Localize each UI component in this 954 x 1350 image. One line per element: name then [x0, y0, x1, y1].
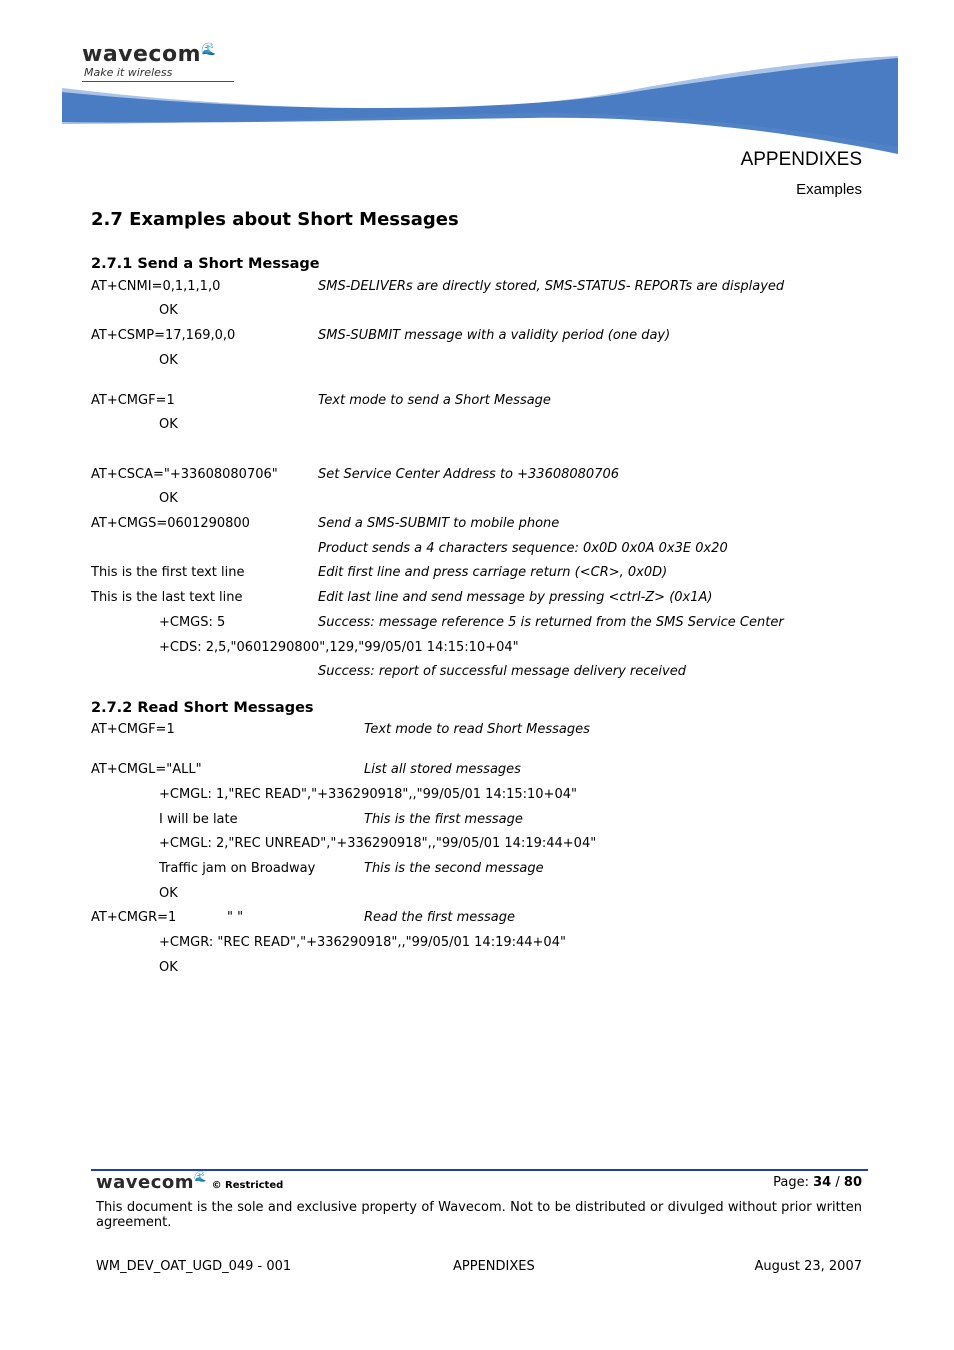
page-indicator — [773, 1175, 862, 1190]
wave-dark — [62, 58, 898, 154]
cmd-description: SMS-SUBMIT message with a validity period (one day) — [318, 328, 671, 343]
logo-swirl-icon: 🌊 — [201, 42, 217, 56]
chapter-title: APPENDIXES — [740, 149, 862, 170]
response-line: +CMGS: 5 — [159, 615, 226, 630]
response-line: OK — [159, 353, 178, 368]
page-label: Page: — [773, 1175, 809, 1190]
logo-tagline: Make it wireless — [84, 66, 173, 79]
cmd-description: Edit first line and press carriage return (<CR>, 0x0D) — [318, 565, 668, 580]
section-heading: 2.7 Examples about Short Messages — [91, 209, 459, 230]
document-chapter: APPENDIXES — [453, 1259, 535, 1274]
cmd-line: AT+CSMP=17,169,0,0 — [91, 328, 236, 343]
message-text: Traffic jam on Broadway — [159, 861, 316, 876]
response-line: OK — [159, 491, 178, 506]
response-line: OK — [159, 886, 178, 901]
page-number: 34 — [813, 1175, 832, 1190]
response-line: +CMGL: 2,"REC UNREAD","+336290918",,"99/05/01 14:19:44+04" — [159, 836, 597, 851]
response-line: +CMGL: 1,"REC READ","+336290918",,"99/05/01 14:15:10+04" — [159, 787, 577, 802]
cmd-line: AT+CMGF=1 — [91, 722, 175, 737]
cmd-description: Set Service Center Address to +33608080706 — [318, 467, 620, 482]
logo-wordmark: wavecom — [82, 42, 202, 67]
footer-rule — [91, 1169, 868, 1171]
subsection-heading-send: 2.7.1 Send a Short Message — [91, 256, 320, 272]
cmd-description: Success: message reference 5 is returned from the SMS Service Center — [318, 615, 784, 630]
response-line: OK — [159, 303, 178, 318]
cmd-description: Text mode to send a Short Message — [318, 393, 551, 408]
response-line: +CMGR: "REC READ","+336290918",,"99/05/01 14:19:44+04" — [159, 935, 566, 950]
cmd-line: AT+CMGS=0601290800 — [91, 516, 250, 531]
document-reference: WM_DEV_OAT_UGD_049 - 001 — [96, 1259, 292, 1274]
cmd-extra: " " — [227, 910, 244, 925]
header-wave-banner — [60, 52, 900, 157]
section-subtitle: Examples — [796, 181, 862, 198]
cmd-description: Product sends a 4 characters sequence: 0x0D 0x0A 0x3E 0x20 — [318, 541, 728, 556]
message-text: I will be late — [159, 812, 238, 827]
cmd-description: This is the second message — [364, 861, 544, 876]
footer-logo-swirl-icon: 🌊 — [194, 1172, 207, 1183]
cmd-description: This is the first message — [364, 812, 523, 827]
cmd-description: Send a SMS-SUBMIT to mobile phone — [318, 516, 560, 531]
footer-logo-wordmark: wavecom — [96, 1172, 195, 1193]
restricted-label: © Restricted — [211, 1180, 284, 1191]
cmd-line: AT+CMGF=1 — [91, 393, 175, 408]
cmd-description: List all stored messages — [364, 762, 521, 777]
cmd-line: AT+CSCA="+33608080706" — [91, 467, 278, 482]
cmd-description: Edit last line and send message by pressing <ctrl-Z> (0x1A) — [318, 590, 713, 605]
response-line: +CDS: 2,5,"0601290800",129,"99/05/01 14:15:10+04" — [159, 640, 519, 655]
subsection-heading-read: 2.7.2 Read Short Messages — [91, 700, 314, 716]
cmd-line: AT+CNMI=0,1,1,1,0 — [91, 279, 221, 294]
cmd-line: AT+CMGL="ALL" — [91, 762, 202, 777]
cmd-line: AT+CMGR=1 — [91, 910, 177, 925]
response-line: OK — [159, 960, 178, 975]
page-separator: / — [835, 1175, 840, 1190]
cmd-description: Success: report of successful message delivery received — [318, 664, 686, 679]
confidentiality-notice: This document is the sole and exclusive property of Wavecom. Not to be distributed or divulged without prior written agreement. — [96, 1200, 862, 1230]
document-date: August 23, 2007 — [754, 1259, 862, 1274]
text-line: This is the last text line — [91, 590, 243, 605]
response-line: OK — [159, 417, 178, 432]
cmd-description: SMS-DELIVERs are directly stored, SMS-STATUS- REPORTs are displayed — [318, 279, 785, 294]
text-line: This is the first text line — [91, 565, 245, 580]
cmd-description: Read the first message — [364, 910, 516, 925]
page-total: 80 — [843, 1175, 862, 1190]
cmd-description: Text mode to read Short Messages — [364, 722, 590, 737]
footer-logo — [96, 1172, 283, 1193]
